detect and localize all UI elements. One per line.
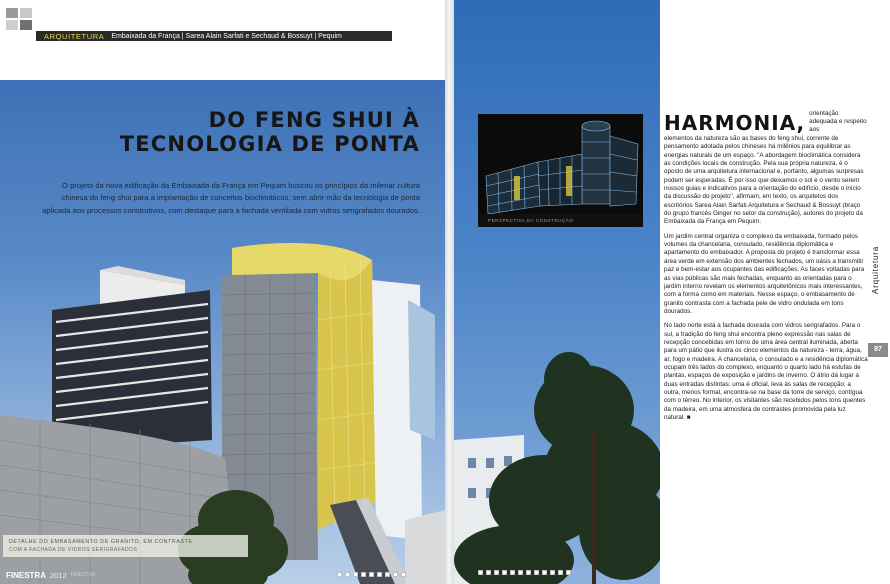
architectural-render [478,114,643,227]
article-title [40,108,420,156]
section-name: ARQUITETURA [44,31,105,41]
folio-small: FINESTRA [70,572,96,578]
photo-caption [3,535,248,557]
page-dots-right [478,570,571,575]
section-header-bar [36,31,392,41]
page-gutter [445,0,454,584]
magazine-name: FINESTRA [6,570,46,580]
photo-caption-line-2: COM A FACHADA DE VIDROS SERIGRAFADOS [9,547,138,553]
section-subtitle: Embaixada da França | Sarea Alain Sarfati e Sechaud & Bossuyt | Pequim [111,32,342,40]
title-line-1: DO FENG SHUI À [208,108,420,132]
section-side-tab: Arquitetura [871,246,880,294]
render-caption: PERSPECTIVA DA CONSTRUÇÃO [488,218,574,223]
article-lead: O projeto da nova edificação da Embaixada da França em Pequim buscou os princípios da milenar cultura chinesa do feng shui para a implantação de conceitos bioclimáticos, sem abrir mão da tecnologia de ponta aplicada aos processos construtivos, com destaque para a fachada ventilada com vidros serigrafados dourados. [42,181,420,215]
article-body [664,110,868,428]
title-line-2: TECNOLOGIA DE PONTA [119,132,420,156]
folio-year: 2012 [50,570,67,580]
photo-caption-line-1: DETALHE DO EMBASAMENTO DE GRANITO, EM CONTRASTE [9,539,193,545]
page-dots-left [337,572,406,577]
folio [6,568,95,582]
paragraph-2: Um jardim central organiza o complexo da embaixada, formado pelos volumes da chancelaria, consulado, residência diplomática e apartamento do embaixador. A proposta do projeto é transformar essa área verde em extensão dos ambientes fechados, um oásis a transmitir paz e bem-estar aos ocupantes das edificações. As faces voltadas para as vias públicas são mais fechadas, enquanto as orientadas para o jardim interno revelam os elementos arquitetônicos mais interessantes, com a forma como em materiais. Nesse espaço, o embasamento de granito contrasta com a fachada pele de vidro ondulada em tons dourados. [664,232,865,315]
intro-first: orientação adequada e respeito aos [809,110,867,133]
dropcap-word: HARMONIA, [664,111,806,135]
paragraph-3: No lado norte está a fachada dourada com vidros serigrafados. Para o sul, a tradição do feng shui encontra pleno expressão nas salas de recepção concebidas em torno de uma área central iluminada, aberta para um pátio que ilustra os cinco elementos da natureza - terra, água, ar, fogo e madeira. A chancelaria, o consulado e a residência diplomática ocupam três lados do complexo, enquanto o quarto lado há estufas de plantas, espaços de exposição e jardins de inverno. O átrio dá lugar a duas entradas distintas: uma é oficial, leva às salas de recepção; a outra, menos formal, encontra-se na base da torre de serviço, contígua com o térreo. No interior, os visitantes são recebidos pelos tons quentes da madeira, em uma atmosfera de contrastes promovida pela luz natural. ■ [664,322,868,421]
dropcap-line [664,110,868,134]
corner-squares-ornament [6,8,36,34]
paragraph-1: elementos da natureza são as bases do feng shui, corrente de pensamento adotada pelos chineses há milênios para equilibrar as energias naturais de um espaço. "A abordagem bioclimática considera as condições locais de construção. Pela sua própria natureza, é o oposto de uma arquitetura internacional e, portanto, algumas surpresas podem ser esperadas. É por isso que deixamos o sol e o vento serem nossos guias e indicativos para a orientação do edifício, desde o início da discussão do projeto", afirmam, em texto, os arquitetos dos escritórios Sarea Alain Sarfati Arquitetura e Sechaud & Bossuyt (braço do grupo francês Ginger no setor da construção), autores do projeto da Embaixada da França em Pequim. [664,135,864,226]
page-number: 87 [868,343,888,357]
tree-photo [454,0,660,584]
